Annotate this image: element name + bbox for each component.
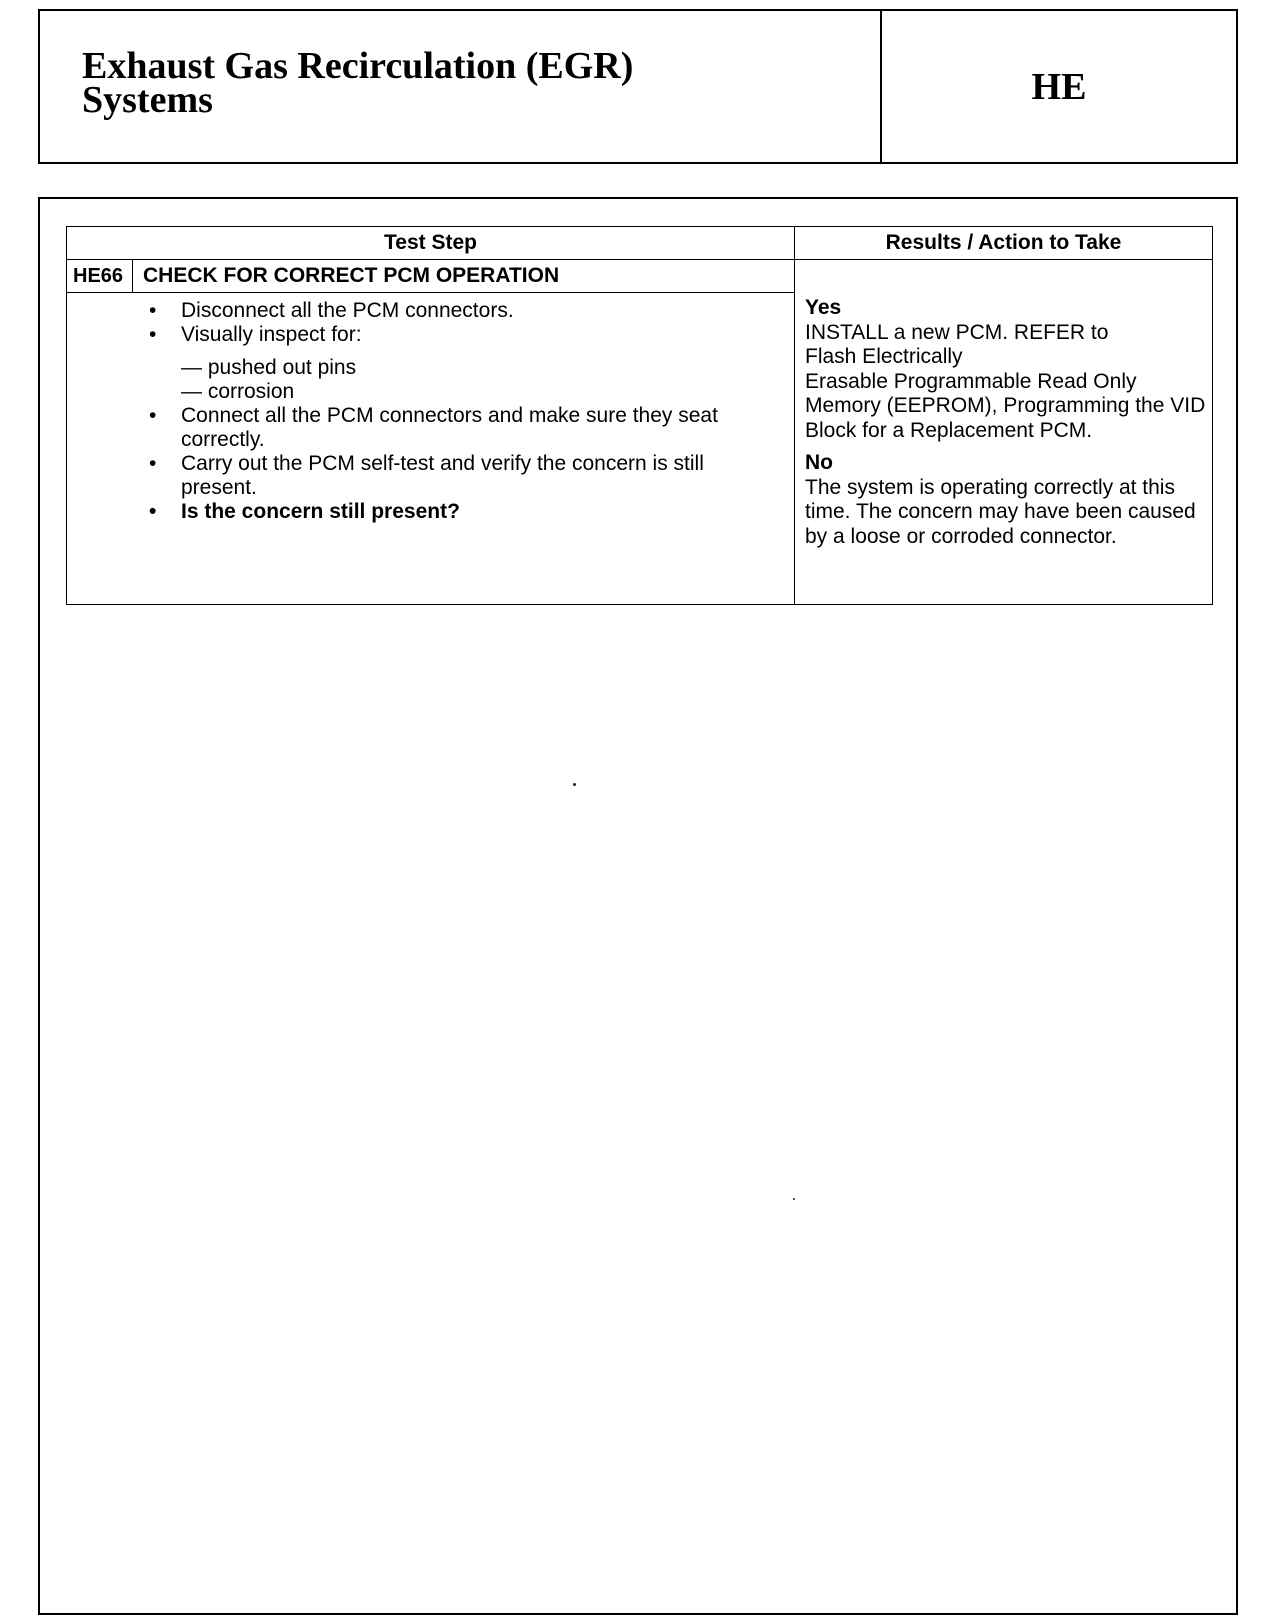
section-code: HE	[1031, 65, 1087, 108]
scan-speck	[793, 1198, 795, 1200]
list-item: • Carry out the PCM self-test and verify the concern is still present.	[149, 452, 784, 500]
sub-list-item: — corrosion	[181, 380, 295, 403]
page-title	[40, 11, 882, 162]
list-item: • Disconnect all the PCM connectors.	[149, 299, 784, 323]
page-title-line2: Systems	[82, 79, 213, 121]
result-yes-line1: INSTALL a new PCM. REFER to	[805, 320, 1109, 344]
content-frame	[38, 197, 1238, 1615]
table-header-row	[67, 227, 1213, 260]
list-item-question: • Is the concern still present?	[149, 500, 784, 524]
results-cell	[795, 260, 1213, 605]
column-header-results: Results / Action to Take	[795, 227, 1213, 260]
test-step-table	[66, 226, 1213, 605]
scan-speck	[573, 783, 576, 786]
list-item: • Connect all the PCM connectors and make sure they seat correctly.	[149, 404, 784, 452]
result-yes-line3: Erasable Programmable Read Only Memory (EEPROM), Programming the VID Block for a Replacement PCM.	[805, 369, 1206, 442]
page-title-line1: Exhaust Gas Recirculation (EGR)	[82, 45, 634, 87]
step-id: HE66	[67, 260, 133, 293]
list-item: • Visually inspect for:	[149, 323, 784, 347]
step-title-row	[67, 260, 1213, 293]
page-header	[38, 9, 1238, 164]
sub-list	[149, 356, 784, 404]
result-yes-line2: Flash Electrically	[805, 345, 963, 368]
step-instructions	[67, 293, 795, 605]
step-title: CHECK FOR CORRECT PCM OPERATION	[133, 260, 795, 293]
sub-list-item: — pushed out pins	[181, 356, 357, 379]
result-yes-label: Yes	[805, 296, 842, 319]
result-no-text: The system is operating correctly at this time. The concern may have been caused by a loose or corroded connector.	[805, 475, 1196, 548]
column-header-test-step: Test Step	[67, 227, 795, 260]
result-no-label: No	[805, 451, 833, 474]
